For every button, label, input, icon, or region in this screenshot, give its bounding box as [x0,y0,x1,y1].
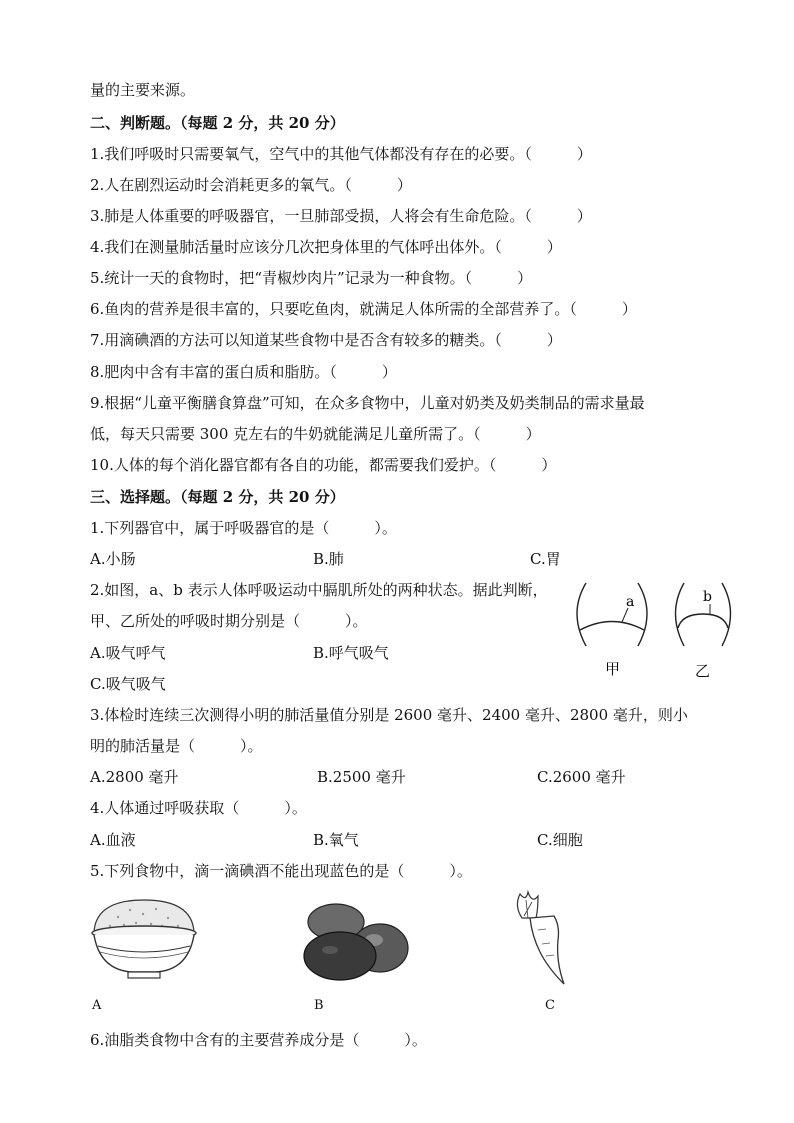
fig-label-b: b [703,589,712,605]
q4-option-b: B.氧气 [313,831,359,849]
q5-caption-b: B [314,998,324,1013]
rice-bowl-image [88,892,200,982]
q1-stem: 1.下列器官中，属于呼吸器官的是（ ）。 [90,519,397,537]
potatoes-image [298,900,410,982]
judge-item-9-line1: 9.根据“儿童平衡膳食算盘”可知，在众多食物中，儿童对奶类及奶类制品的需求量最 [90,394,645,412]
q2-stem-line1: 2.如图，a、b 表示人体呼吸运动中膈肌所处的两种状态。据此判断， [90,581,548,599]
judge-item-2: 2.人在剧烈运动时会消耗更多的氧气。（ ） [90,176,412,194]
intro-line: 量的主要来源。 [90,81,196,99]
q2-option-a: A.吸气呼气 [90,644,166,662]
judge-item-7: 7.用滴碘酒的方法可以知道某些食物中是否含有较多的糖类。（ ） [90,331,562,349]
carrot-image [510,888,572,988]
q1-option-c: C.胃 [530,550,561,568]
section3-title: 三、选择题。（每题 2 分，共 20 分） [90,488,345,506]
q3-stem-line1: 3.体检时连续三次测得小明的肺活量值分别是 2600 毫升、2400 毫升、2800 毫升，则小 [90,706,688,724]
q4-option-c: C.细胞 [537,831,583,849]
q5-stem: 5.下列食物中，滴一滴碘酒不能出现蓝色的是（ ）。 [90,862,472,880]
q5-caption-c: C [545,998,555,1013]
q1-option-b: B.肺 [313,550,344,568]
q3-option-c: C.2600 毫升 [537,768,626,786]
q1-option-a: A.小肠 [90,550,136,568]
q3-stem-line2: 明的肺活量是（ ）。 [90,737,263,755]
q6-stem: 6.油脂类食物中含有的主要营养成分是（ ）。 [90,1031,427,1049]
judge-item-6: 6.鱼肉的营养是很丰富的，只要吃鱼肉，就满足人体所需的全部营养了。（ ） [90,300,637,318]
q5-caption-a: A [92,998,102,1013]
q4-stem: 4.人体通过呼吸获取（ ）。 [90,799,307,817]
q3-option-b: B.2500 毫升 [317,768,406,786]
judge-item-8: 8.肥肉中含有丰富的蛋白质和脂肪。（ ） [90,363,397,381]
diaphragm-figure [572,578,732,683]
fig-caption-yi: 乙 [695,662,711,680]
judge-item-1: 1.我们呼吸时只需要氧气，空气中的其他气体都没有存在的必要。（ ） [90,145,592,163]
judge-item-4: 4.我们在测量肺活量时应该分几次把身体里的气体呼出体外。（ ） [90,238,562,256]
judge-item-9-line2: 低，每天只需要 300 克左右的牛奶就能满足儿童所需了。（ ） [90,425,541,443]
diaphragm-diagram [572,578,732,683]
q3-option-a: A.2800 毫升 [90,768,179,786]
judge-item-10: 10.人体的每个消化器官都有各自的功能，都需要我们爱护。（ ） [90,456,557,474]
judge-item-5: 5.统计一天的食物时，把“青椒炒肉片”记录为一种食物。（ ） [90,269,533,287]
judge-item-3: 3.肺是人体重要的呼吸器官，一旦肺部受损，人将会有生命危险。（ ） [90,207,592,225]
fig-label-a: a [626,594,635,610]
q2-stem-line2: 甲、乙所处的呼吸时期分别是（ ）。 [90,612,368,630]
q2-option-b: B.呼气吸气 [313,644,389,662]
fig-caption-jia: 甲 [605,660,621,678]
q4-option-a: A.血液 [90,831,136,849]
q2-option-c: C.吸气吸气 [90,675,166,693]
section2-title: 二、判断题。（每题 2 分，共 20 分） [90,114,345,132]
